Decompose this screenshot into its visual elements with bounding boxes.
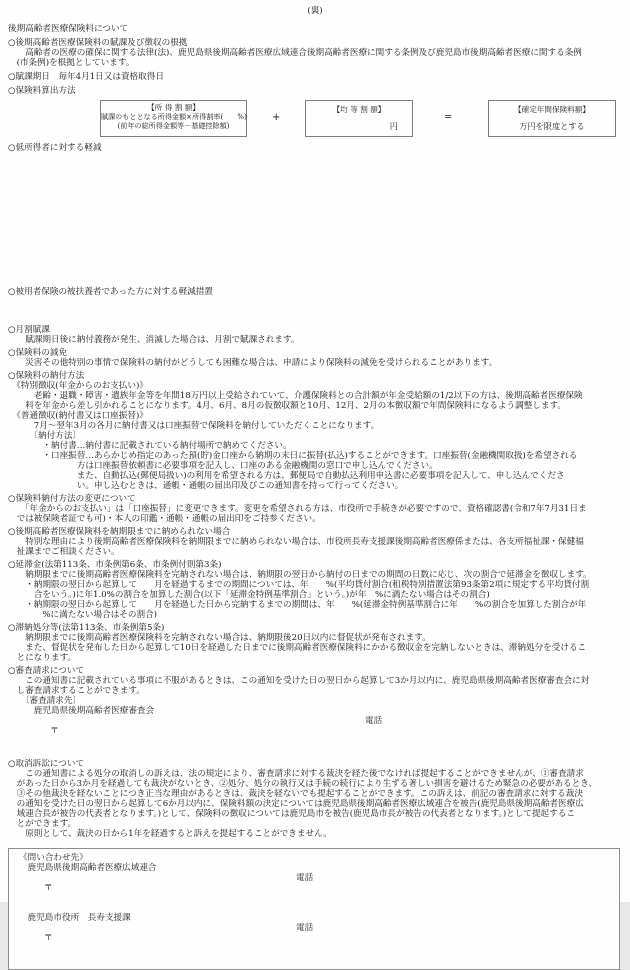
text-line: 特別な理由により後期高齢者医療保険料を納期限までに納められない場合は、市役所長寿支援課後期高齢者医療係または、各支所福祉課・保健福 — [8, 537, 584, 547]
box-value: 万円を限度とする — [519, 121, 585, 131]
text-line: 《特別徴収(年金からのお支払い)》 — [8, 381, 148, 391]
per-capita-amount-box — [305, 100, 413, 137]
text-line: 〔納付方法〕 — [8, 431, 82, 441]
appeal-contact-line — [8, 716, 622, 756]
section-heading: ○保険料の減免 — [8, 348, 68, 358]
postal-mark: 〒 — [35, 883, 53, 893]
section-heading: ○保険料の納付方法 — [8, 371, 85, 381]
section-heading: ○審査請求について — [8, 666, 85, 676]
text-line: 7月～翌年3月の各月に納付書又は口座振替で保険料を納付していただくことになります。 — [8, 421, 380, 431]
section-assessment-date: ○賦課期日 毎年4月1日又は資格取得日 — [8, 72, 164, 82]
text-line: 納期限までに後期高齢者医療保険料を完納されない場合は、納期限の翌日から納付の日までの期間の日数に応じ、次の割合で延滞金を徴収します。 — [8, 570, 592, 580]
text-line: 「年金からのお支払い」は「口座振替」に変更できます。変更を希望される方は、市役所で手続きが必要ですので、資格確認書(令和7年7月31日ま — [8, 504, 587, 514]
inquiry-org-line: 鹿児島市役所 長寿支援課 — [19, 913, 131, 923]
text-line: また、督促状を発布した日から起算して10日を経過した日までに後期高齢者医療保険料にかかる徴収金を完納しないときは、滞納処分を受けるこ — [8, 643, 587, 653]
text-line: また、自動払込(郵便局扱い)の利用を希望される方は、郵便局で自動払込利用申込書に必要事項を記入して、申し込んでくださ — [8, 471, 565, 481]
box-line: 賦課のもととなる所得金額×所得割率( %) — [101, 112, 247, 121]
section-payment-method — [8, 371, 622, 491]
section-heading: ○後期高齢者医療保険料の賦課及び徴収の根拠 — [8, 38, 188, 48]
text-line: 料を年金から差し引かれることになります。4月、6月、8月の仮徴収額と10月、12月、2月の本徴収額で年間保険料になるよう調整します。 — [8, 401, 566, 411]
section-appeal-request — [8, 666, 622, 756]
text-line: があった日から3か月を経過しても裁決がないとき、②処分、処分の執行又は手続の続行により生ずる著しい損害を避けるため緊急の必要があるとき、 — [8, 779, 598, 789]
text-line: 高齢者の医療の確保に関する法律(法)、鹿児島県後期高齢者医療広域連合後期高齢者医療に関する条例及び鹿児島市後期高齢者医療に関する条例 — [8, 48, 582, 58]
text-line: 合をいう。)に年1.0%の割合を加算した割合(以下「延滞金特例基準割合」という。)が年 %に満たない場合はその割合) — [8, 590, 490, 600]
section-unable-to-pay — [8, 527, 622, 557]
text-line: 祉課までご相談ください。 — [8, 547, 120, 557]
postal-mark: 〒 — [35, 933, 53, 943]
text-line: この通知書による処分の取消しの訴えは、法の規定により、審査請求に対する裁決を経た後でなければ提起することができませんが、①審査請求 — [8, 769, 584, 779]
text-line: の通知を受けた日の翌日から起算して6か月以内に、保険料額の決定については鹿児島県後期高齢者医療広域連合を被告(鹿児島県後期高齢者医療広 — [8, 799, 584, 809]
inquiry-contact-line — [19, 873, 619, 913]
section-heading: ○月割賦課 — [8, 325, 50, 335]
annual-premium-total-box — [488, 100, 616, 137]
text-line: し審査請求することができます。 — [8, 686, 145, 696]
text-line: この通知書に記載されている事項に不服があるときは、この通知を受けた日の翌日から起算して3か月以内に、鹿児島県後期高齢者医療審査会に対 — [8, 676, 590, 686]
section-heading: ○延滞金(法第113条、市条例第6条、市条例付則第3条) — [8, 560, 222, 570]
section-heading: ○後期高齢者医療保険料を納期限までに納められない場合 — [8, 527, 231, 537]
equals-sign: = — [444, 112, 453, 123]
text-line: ・口座振替…あらかじめ指定のあった預(貯)金口座から納期の末日に振替(払込)することができます。口座振替(金融機関取扱)を希望される — [8, 451, 578, 461]
premium-formula-row — [8, 99, 622, 139]
text-line: 方は口座振替依頼書に必要事項を記入し、口座のある金融機関の窓口で申し込んでください。 — [8, 461, 438, 471]
text-line: 〔審査請求先〕 — [8, 696, 82, 706]
inquiry-contact-line — [19, 923, 619, 963]
section-delinquency-disposition — [8, 623, 622, 663]
text-line: 鹿児島県後期高齢者医療審査会 — [8, 706, 155, 716]
section-payment-method-change — [8, 494, 622, 524]
tel-label: 電話 — [365, 716, 383, 726]
text-line: ・納期限の翌日から起算して 月を経過するまでの期間については、年 %(平均貸付割合(租税特別措置法第93条第2項に規定する平均貸付割 — [8, 580, 590, 590]
section-premium-exemption — [8, 348, 622, 368]
text-line: (市条例)を根拠としています。 — [8, 58, 135, 68]
box-line: (前年の総所得金額等－基礎控除額) — [117, 121, 230, 130]
inquiry-heading: 《問い合わせ先》 — [19, 853, 88, 863]
section-late-charge — [8, 560, 622, 620]
text-line: 《普通徴収(納付書又は口座振替)》 — [8, 411, 148, 421]
text-line: 賦課期日後に納付義務が発生、消滅した場合は、月割で賦課されます。 — [8, 335, 300, 345]
section-heading: ○取消訴訟について — [8, 759, 85, 769]
plus-sign: + — [272, 112, 281, 123]
section-monthly-proration — [8, 325, 622, 345]
box-title: 【均 等 割 額】 — [332, 105, 386, 114]
text-line: とができます。 — [8, 819, 77, 829]
text-line: 災害その他特別の事情で保険料の納付がどうしても困難な場合は、申請により保険料の減免を受けられることがあります。 — [8, 358, 498, 368]
text-line: では被保険者証でも可)・本人の印鑑・通帳・通帳の届出印をご持参ください。 — [8, 514, 321, 524]
text-line: とになります。 — [8, 653, 77, 663]
section-revocation-lawsuit — [8, 759, 622, 839]
inquiry-contact-box — [8, 848, 620, 970]
text-line: %に満たない場合はその割合) — [8, 610, 158, 620]
page-title: 後期高齢者医療保険料について — [8, 24, 129, 34]
section-heading: ○保険料納付方法の変更について — [8, 494, 136, 504]
text-line: ・納付書…納付書に記載されている納付場所で納めてください。 — [8, 441, 292, 451]
section-calc-method-heading: ○保険料算出方法 — [8, 86, 76, 96]
section-heading: ○滞納処分等(法第113条、市条例第5条) — [8, 623, 165, 633]
postal-mark: 〒 — [24, 726, 59, 736]
box-value: 円 — [389, 121, 398, 131]
text-line: 原則として、裁決の日から1年を経過すると訴えを提起することができません。 — [8, 829, 332, 839]
blank-print-area-low-income — [8, 153, 622, 283]
text-line: ③その他裁決を経ないことにつき正当な理由があるときは、裁決を経ないでも提起することができます。この訴えは、前記の審査請求に対する裁決 — [8, 789, 583, 799]
side-label: (裏) — [307, 6, 323, 16]
section-low-income-reduction: ○低所得者に対する軽減 — [8, 143, 102, 153]
box-title: 【所 得 割 額】 — [147, 103, 200, 112]
text-line: い。申し込むときは、通帳・通帳の届出印及びこの通知書を持って行ってください。 — [8, 481, 404, 491]
text-line: 域連合長が被告の代表者となります。)として、保険料の徴収については鹿児島市を被告(鹿児島市長が被告の代表者となります。)として提起するこ — [8, 809, 575, 819]
section-levy-basis — [8, 38, 622, 68]
text-line: 納期限までに後期高齢者医療保険料を完納されない場合は、納期限後20日以内に督促状が発布されます。 — [8, 633, 431, 643]
text-line: ・納期限の翌日から起算して 月を経過した日から完納するまでの期間は、年 %(延滞金特例基準割合に年 %の割合を加算した割合が年 — [8, 600, 587, 610]
tel-label: 電話 — [296, 923, 314, 933]
box-title: 【確定年間保険料額】 — [514, 105, 590, 114]
section-dependent-reduction: ○被用者保険の被扶養者であった方に対する軽減措置 — [8, 287, 214, 297]
text-line: 老齢・退職・障害・遺族年金等を年間18万円以上受給されていて、介護保険料との合計額が年金受給額の1/2以下の方は、後期高齢者医療保険 — [8, 391, 583, 401]
inquiry-org-line: 鹿児島県後期高齢者医療広域連合 — [19, 863, 157, 873]
tel-label: 電話 — [296, 873, 314, 883]
blank-print-area-dependent — [8, 297, 622, 322]
income-based-amount-box — [100, 100, 247, 137]
